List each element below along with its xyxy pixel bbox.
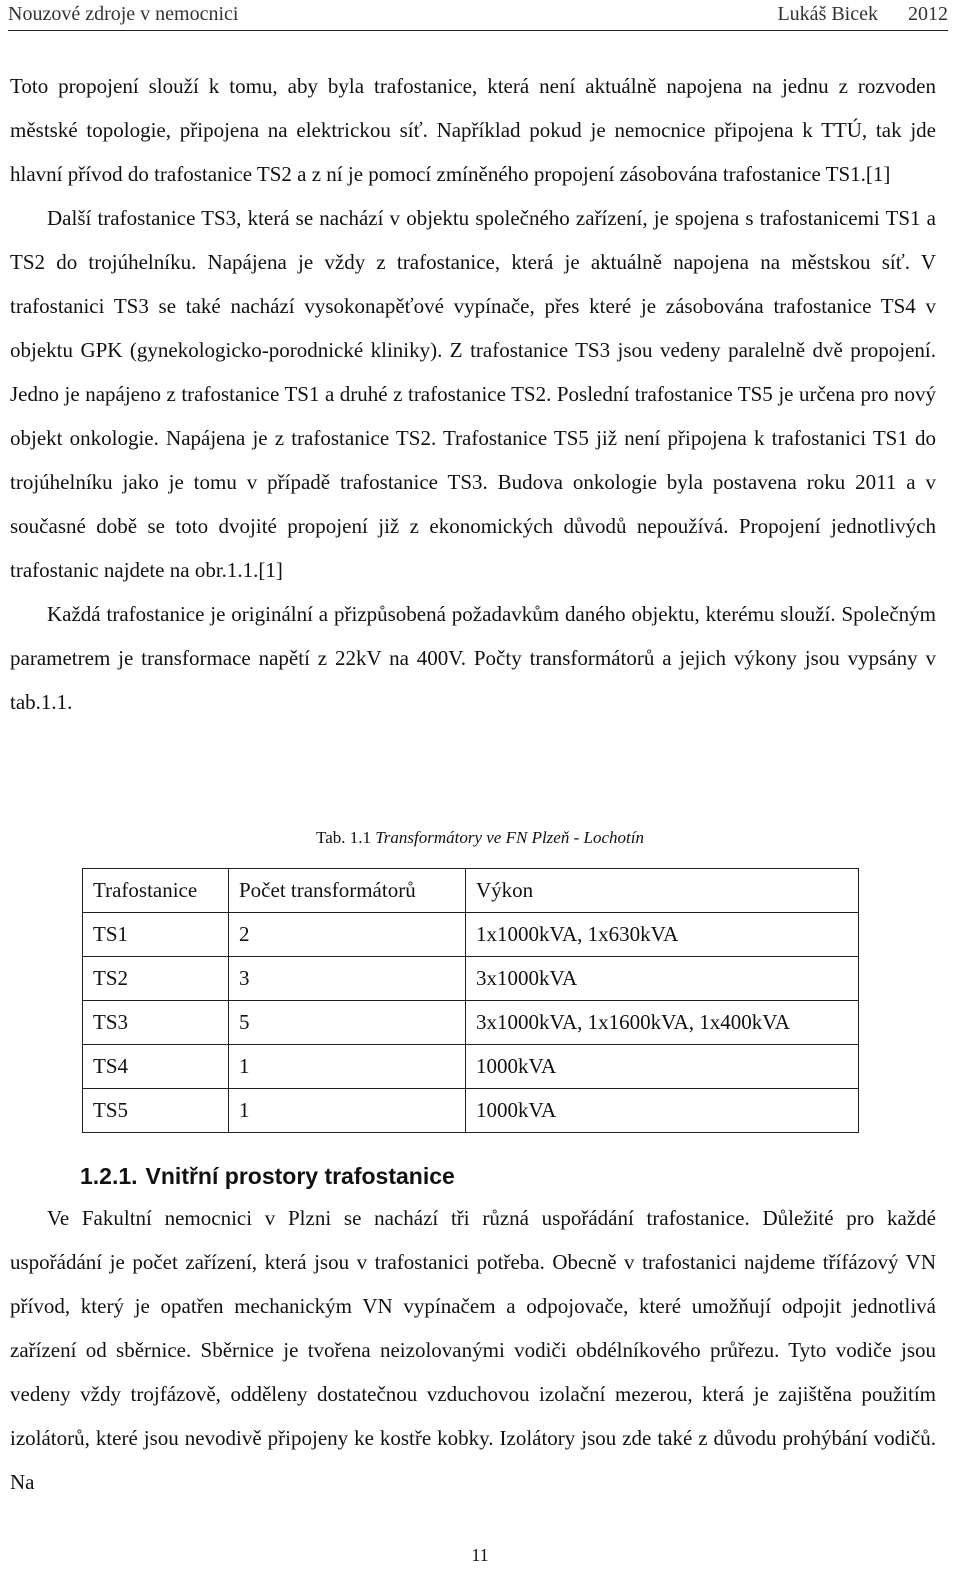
paragraph: Další trafostanice TS3, která se nachází v objektu společného zařízení, je spojena s trafostanicemi TS1 a TS2 do trojúhelníku. Napájena je vždy z trafostanice, která je aktuálně napojena na městskou síť. V trafostanici TS3 se také nachází vysokonapěťové vypínače, přes které je zásobována trafostanice TS4 v objektu GPK (gynekologicko-porodnické kliniky). Z trafostanice TS3 jsou vedeny paralelně dvě propojení. Jedno je napájeno z trafostanice TS1 a druhé z trafostanice TS2. Poslední trafostanice TS5 je určena pro nový objekt onkologie. Napájena je z trafostanice TS2. Trafostanice TS5 již není připojena k trafostanici TS1 do trojúhelníku jako je tomu v případě trafostanice TS3. Budova onkologie byla postavena roku 2011 a v současné době se toto dvojité propojení již z ekonomických důvodů nepoužívá. Propojení jednotlivých trafostanic najdete na obr.1.1.[1]: [10, 206, 936, 582]
paragraph: Toto propojení slouží k tomu, aby byla trafostanice, která není aktuálně napojena na jednu z rozvoden městské topologie, připojena na elektrickou síť. Například pokud je nemocnice připojena k TTÚ, tak jde hlavní přívod do trafostanice TS2 a z ní je pomocí zmíněného propojení zásobována trafostanice TS1.[1]: [10, 74, 936, 186]
header-year: 2012: [908, 3, 948, 25]
section-title: Vnitřní prostory trafostanice: [145, 1163, 455, 1189]
section-heading: [80, 1160, 455, 1192]
table-cell: 1x1000kVA, 1x630kVA: [466, 913, 859, 957]
table-cell: 1000kVA: [466, 1045, 859, 1089]
table-header-row: [83, 869, 859, 913]
table-header-cell: Počet transformátorů: [229, 869, 466, 913]
body-text-top: [10, 64, 936, 724]
table-row: [83, 1045, 859, 1089]
table-cell: 1000kVA: [466, 1089, 859, 1133]
table-row: [83, 913, 859, 957]
transformer-table: [82, 868, 859, 1133]
header-document-title: Nouzové zdroje v nemocnici: [8, 3, 239, 25]
body-text-bottom: [10, 1196, 936, 1504]
table-cell: 2: [229, 913, 466, 957]
table-cell: 1: [229, 1045, 466, 1089]
table-caption: [0, 826, 960, 850]
section-number: 1.2.1.: [80, 1163, 138, 1189]
table-cell: 3x1000kVA, 1x1600kVA, 1x400kVA: [466, 1001, 859, 1045]
table-cell: 3x1000kVA: [466, 957, 859, 1001]
table-cell: TS5: [83, 1089, 229, 1133]
table-caption-label: Tab. 1.1: [316, 828, 372, 847]
paragraph: Každá trafostanice je originální a přizpůsobená požadavkům daného objektu, kterému slouží. Společným parametrem je transformace napětí z 22kV na 400V. Počty transformátorů a jejich výkony jsou vypsány v tab.1.1.: [10, 602, 936, 714]
table-cell: TS1: [83, 913, 229, 957]
table-cell: 3: [229, 957, 466, 1001]
page-number: 11: [471, 1545, 489, 1565]
paragraph: Ve Fakultní nemocnici v Plzni se nachází tři různá uspořádání trafostanice. Důležité pro každé uspořádání je počet zařízení, která jsou v trafostanici potřeba. Obecně v trafostanici najdeme třífázový VN přívod, který je opatřen mechanickým VN vypínačem a odpojovače, které umožňují odpojit jednotlivá zařízení od sběrnice. Sběrnice je tvořena neizolovanými vodiči obdélníkového průřezu. Tyto vodiče jsou vedeny vždy trojfázově, odděleny dostatečnou vzduchovou izolační mezerou, která je zajištěna použitím izolátorů, které jsou nevodivě připojeny ke kostře kobky. Izolátory jsou zde také z důvodu prohýbání vodičů. Na: [10, 1206, 936, 1494]
table-cell: TS2: [83, 957, 229, 1001]
table-cell: 1: [229, 1089, 466, 1133]
page-header: [8, 0, 948, 31]
table-cell: TS3: [83, 1001, 229, 1045]
header-author: Lukáš Bicek: [777, 3, 878, 25]
table-row: [83, 1089, 859, 1133]
table-caption-title: Transformátory ve FN Plzeň - Lochotín: [375, 828, 644, 847]
table-row: [83, 1001, 859, 1045]
table-header-cell: Výkon: [466, 869, 859, 913]
table-header-cell: Trafostanice: [83, 869, 229, 913]
table-row: [83, 957, 859, 1001]
table-cell: TS4: [83, 1045, 229, 1089]
table-cell: 5: [229, 1001, 466, 1045]
header-author-year: [777, 0, 948, 28]
